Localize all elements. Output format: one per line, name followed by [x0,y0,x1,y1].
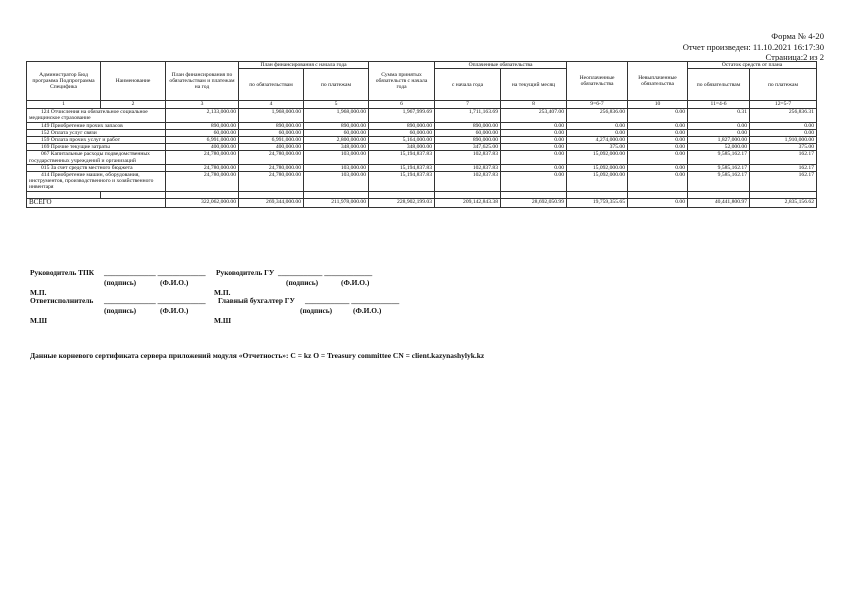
row-value: 60,000.00 [239,129,304,136]
row-code: 149 [41,122,50,129]
fio-caption: (Ф.И.О.) [341,278,370,287]
stamp-mark: М.Ш [214,316,231,325]
row-value: 162.17 [750,151,817,164]
col-not-paid: Невыплаченные обязательства [628,62,688,101]
row-code: 152 [41,129,50,136]
row-value: 0.00 [628,129,688,136]
stamp-mark: М.Ш [30,316,47,325]
responsible-label: Ответисполнитель [30,296,94,305]
chief-accountant-label: Главный бухгалтер ГУ [218,296,295,305]
row-code: 124 [41,109,50,116]
row-value: 60,000.00 [435,129,501,136]
total-value: 269,344,000.00 [239,198,304,207]
row-value: 15,194,837.83 [369,164,435,171]
row-value: 348,000.00 [304,144,369,151]
row-value: 348,000.00 [369,144,435,151]
row-value: 24,780,000.00 [239,164,304,171]
row-value: 9,585,162.17 [688,164,750,171]
fio-caption: (Ф.И.О.) [353,306,382,315]
stamp-mark: М.П. [30,288,47,297]
col-num: 11=4-6 [688,101,750,109]
col-num: 3 [166,101,239,109]
row-value: 256,836.00 [567,109,628,122]
row-value: 60,000.00 [166,129,239,136]
row-value: 52,000.00 [688,144,750,151]
row-description: Оплата услуг связи [50,129,97,136]
row-value: 15,194,837.83 [369,151,435,164]
col-num: 2 [101,101,166,109]
row-value: 5,164,000.00 [369,137,435,144]
row-item [27,164,166,171]
table-row [27,137,817,144]
col-plan-since: План финансирования с начала года [239,62,369,69]
row-value: 24,780,000.00 [166,151,239,164]
row-value: 0.00 [688,122,750,129]
table-row [27,144,817,151]
head-gu-label: Руководитель ГУ [216,268,275,277]
row-value: 890,000.00 [304,122,369,129]
stamp-mark: М.П. [214,288,231,297]
row-value: 0.00 [750,129,817,136]
row-value: 0.31 [688,109,750,122]
col-plan: План финансирования по обязательствам и платежам на год [166,62,239,101]
spacer-cell [435,191,501,198]
spacer-cell [166,191,239,198]
col-num: 8 [501,101,567,109]
row-value: 0.00 [567,129,628,136]
total-value: 211,978,000.00 [304,198,369,207]
row-value: 890,000.00 [369,122,435,129]
row-description: Капитальные расходы подведомственных государственных учреждений и организаций [29,151,150,164]
col-num: 5 [304,101,369,109]
table-row [27,151,817,164]
row-description: Приобретение прочих запасов [50,122,123,129]
row-value: 2,800,000.00 [304,137,369,144]
row-value: 0.00 [750,122,817,129]
row-value: 0.00 [501,151,567,164]
row-value: 24,780,000.00 [166,164,239,171]
row-value: 102,837.83 [435,164,501,171]
sign-caption: (подпись) [104,278,137,287]
table-row [27,122,817,129]
row-value: 0.00 [501,164,567,171]
row-value: 103,000.00 [304,164,369,171]
total-value: 228,902,199.03 [369,198,435,207]
row-description: Приобретение машин, оборудования, инструментов, производственного и хозяйственного инвентаря [29,172,154,191]
row-value: 2,133,000.00 [166,109,239,122]
row-value: 1,967,999.69 [369,109,435,122]
col-num: 6 [369,101,435,109]
col-num: 10 [628,101,688,109]
row-value: 1,711,163.69 [435,109,501,122]
row-value: 0.00 [628,122,688,129]
row-item [27,151,166,164]
row-value: 347,625.00 [435,144,501,151]
col-plan-obl: по обязательствам [239,69,304,101]
col-unpaid: Неоплаченные обязательства [567,62,628,101]
report-generated: Отчет произведен: 11.10.2021 16:17:30 [682,41,824,52]
col-num: 12=5-7 [750,101,817,109]
row-value: 375.00 [567,144,628,151]
fio-caption: (Ф.И.О.) [160,278,189,287]
row-value: 102,837.83 [435,151,501,164]
col-paid: Оплаченные обязательства [435,62,567,69]
row-value: 0.00 [628,172,688,192]
row-value: 24,780,000.00 [239,172,304,192]
spacer-cell [101,191,166,198]
form-number: Форма № 4-20 [771,31,824,41]
row-value: 0.00 [501,172,567,192]
col-num: 7 [435,101,501,109]
report-table [26,61,817,208]
row-value: 0.00 [628,137,688,144]
col-rest: Остаток средств от плана [688,62,817,69]
row-value: 60,000.00 [304,129,369,136]
total-value: 19,759,355.65 [567,198,628,207]
row-value: 0.00 [501,122,567,129]
row-value: 24,780,000.00 [166,172,239,192]
spacer-cell [239,191,304,198]
row-item [27,122,166,129]
row-value: 890,000.00 [435,122,501,129]
row-item [27,172,166,192]
col-admin: Администратор Бюд программа Подпрограмма Специфика [27,62,101,101]
row-value: 0.00 [501,137,567,144]
col-rest-obl: по обязательствам [688,69,750,101]
row-value: 6,991,000.00 [166,137,239,144]
row-value: 0.00 [688,129,750,136]
row-value: 400,000.00 [166,144,239,151]
row-value: 4,274,000.00 [567,137,628,144]
row-value: 103,000.00 [304,172,369,192]
col-num: 4 [239,101,304,109]
total-label: ВСЕГО [27,198,166,207]
row-description: За счет средств местного бюджета [50,164,133,171]
total-value: 209,142,843.38 [435,198,501,207]
row-code: 159 [41,137,50,144]
spacer-cell [567,191,628,198]
row-value: 375.00 [750,144,817,151]
root-certificate-info: Данные корневого сертификата сервера приложений модуля «Отчетность»: C = kz O = Treasury committee CN = client.kazynashylyk.kz [30,351,485,360]
row-value: 103,000.00 [304,151,369,164]
row-value: 9,585,162.17 [688,172,750,192]
sign-caption: (подпись) [104,306,137,315]
head-tpk-line: ______________ _____________ [104,268,206,277]
row-value: 0.00 [628,164,688,171]
total-value: 28,692,050.99 [501,198,567,207]
table-row [27,129,817,136]
row-value: 890,000.00 [166,122,239,129]
page-counter: Страница:2 из 2 [765,52,824,62]
table-row [27,172,817,192]
row-value: 256,836.31 [750,109,817,122]
spacer-cell [369,191,435,198]
sign-caption: (подпись) [286,278,319,287]
row-value: 162.17 [750,172,817,192]
row-value: 0.00 [628,109,688,122]
fio-caption: (Ф.И.О.) [160,306,189,315]
spacer-cell [688,191,750,198]
total-value: 322,062,000.00 [166,198,239,207]
row-value: 24,780,000.00 [239,151,304,164]
row-value: 15,194,837.83 [369,172,435,192]
column-number-row [27,101,817,109]
row-value: 0.00 [501,144,567,151]
responsible-line: ______________ _____________ [104,296,206,305]
row-description: Оплата прочих услуг и работ [50,137,121,144]
row-value: 1,968,000.00 [239,109,304,122]
row-value: 1,910,000.00 [750,137,817,144]
total-value: 0.00 [628,198,688,207]
row-value: 0.00 [628,151,688,164]
col-accepted: Сумма принятых обязательств с начала года [369,62,435,101]
row-description: Отчисления на обязательное социальное медицинское страхование [29,109,148,122]
row-code: 169 [41,144,50,151]
chief-accountant-line: ____________ _____________ [305,296,400,305]
row-item [27,109,166,122]
total-row [27,198,817,207]
row-item [27,137,166,144]
row-item [27,129,166,136]
head-tpk-label: Руководитель ТПК [30,268,95,277]
row-value: 0.00 [501,129,567,136]
col-plan-pay: по платежам [304,69,369,101]
row-value: 15,092,000.00 [567,172,628,192]
col-rest-pay: по платежам [750,69,817,101]
row-value: 253,407.00 [501,109,567,122]
col-num: 1 [27,101,101,109]
total-value: 2,835,156.62 [750,198,817,207]
row-code: 414 [41,172,50,179]
row-value: 400,000.00 [239,144,304,151]
row-value: 0.00 [567,122,628,129]
spacer-row [27,191,817,198]
spacer-cell [750,191,817,198]
row-value: 9,585,162.17 [688,151,750,164]
row-description: Прочие текущие затраты [50,144,110,151]
row-value: 102,837.83 [435,172,501,192]
row-value: 6,991,000.00 [239,137,304,144]
head-gu-line: ____________ _____________ [278,268,373,277]
row-value: 60,000.00 [369,129,435,136]
col-name: Наименование [101,62,166,101]
total-value: 40,441,800.97 [688,198,750,207]
col-num: 9=6-7 [567,101,628,109]
row-value: 890,000.00 [435,137,501,144]
row-value: 1,827,000.00 [688,137,750,144]
col-paid-month: на текущий месяц [501,69,567,101]
spacer-cell [304,191,369,198]
row-value: 15,092,000.00 [567,151,628,164]
spacer-cell [628,191,688,198]
row-code: 067 [41,151,50,158]
report-header [683,31,824,63]
row-code: 015 [41,164,50,171]
row-value: 0.00 [628,144,688,151]
row-value: 162.17 [750,164,817,171]
table-row [27,164,817,171]
row-value: 1,968,000.00 [304,109,369,122]
signature-block [30,268,450,328]
sign-caption: (подпись) [300,306,333,315]
row-value: 890,000.00 [239,122,304,129]
row-item [27,144,166,151]
row-value: 15,092,000.00 [567,164,628,171]
col-paid-since: с начала года [435,69,501,101]
spacer-cell [27,191,101,198]
spacer-cell [501,191,567,198]
table-row [27,109,817,122]
